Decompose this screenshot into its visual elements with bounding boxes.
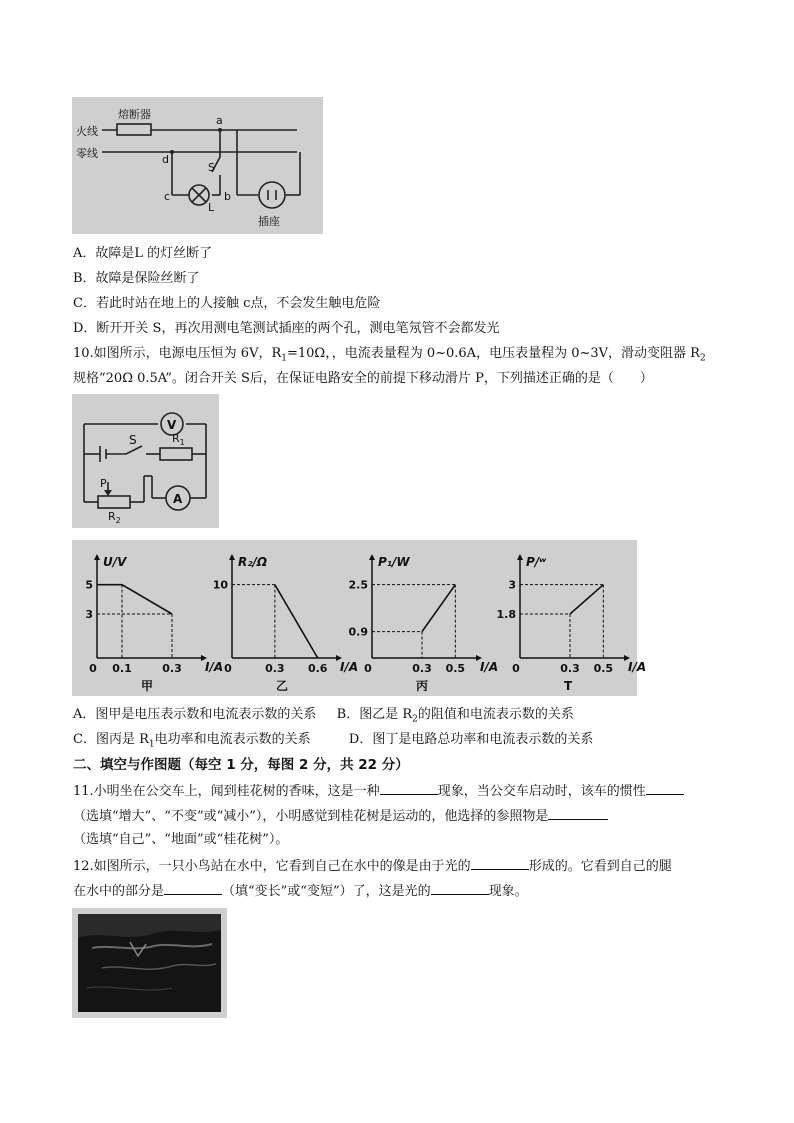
graph-caption: 乙 [276, 679, 289, 693]
y-tick-label: 3 [508, 578, 516, 592]
y-axis-label: P/ʷ [526, 555, 547, 569]
data-line [97, 585, 172, 614]
q11-line2: （选填“增大”、“不变”或“减小”），小明感觉到桂花树是运动的，他选择的参照物是 [73, 805, 608, 827]
q10-options-row1 [73, 705, 574, 730]
q11-blank-3[interactable] [548, 805, 608, 820]
x-axis-label: I/A [205, 660, 224, 674]
x-axis-label: I/A [340, 660, 359, 674]
q11-line3: （选填“自己”、“地面”或“桂花树”）。 [73, 832, 289, 847]
x-axis-label: I/A [480, 660, 499, 674]
x-tick-label: 0.6 [307, 662, 328, 675]
r2-label: $R_2$ [108, 510, 121, 525]
q10-option-c: C．图丙是 $R_1$电功率和电流表示数的关系 [73, 732, 311, 750]
x-tick-label: 0.5 [445, 662, 466, 675]
x-tick-label: 0 [224, 662, 232, 675]
switch-s-label: S [208, 161, 215, 174]
q11-line1: 11.小明坐在公交车上，闻到桂花树的香味，这是一种 现象，当公交车启动时，该车的惯性 [73, 780, 684, 802]
bird-in-water-photo [72, 908, 227, 1018]
y-axis-label: U/V [103, 555, 127, 569]
q10-stem-text-1: 10.如图所示，电源电压恒为 6V，R [73, 346, 282, 361]
q10-option-d: D．图丁是电路总功率和电流表示数的关系 [348, 732, 594, 747]
y-tick-label: 3 [85, 608, 93, 621]
ammeter-label: A [173, 492, 183, 506]
point-b-label: b [224, 190, 231, 203]
series-circuit-figure [72, 394, 219, 528]
y-axis-arrow-icon [369, 554, 375, 560]
x-tick-label: 0.3 [162, 662, 182, 675]
neutral-wire-label: 零线 [76, 147, 98, 160]
y-axis-label: P₁/W [378, 555, 410, 569]
r1-label: $R_1$ [172, 432, 185, 447]
r1-subscript: 1 [281, 353, 287, 364]
y-tick-label: 1.8 [496, 608, 516, 621]
y-tick-label: 10 [212, 578, 228, 592]
r2-subscript: 2 [699, 353, 706, 364]
y-axis-arrow-icon [94, 554, 100, 560]
q11-blank-1[interactable] [380, 780, 438, 795]
q9-option-b: B．故障是保险丝断了 [73, 271, 200, 286]
q12-blank-1[interactable] [471, 855, 529, 870]
x-tick-label: 0.3 [412, 662, 432, 675]
y-tick-label: 2.5 [348, 578, 368, 592]
voltmeter-label: V [167, 418, 177, 432]
q10-stem-text-2: =10Ω，，电流表量程为 0~0.6A，电压表量程为 0~3V，滑动变阻器 R [287, 346, 700, 361]
q9-option-a: A．故障是L 的灯丝断了 [73, 246, 213, 261]
point-a-label: a [216, 114, 223, 127]
graph-caption: T [564, 679, 573, 693]
x-tick-label: 0.5 [593, 662, 614, 675]
point-d-label: d [162, 153, 169, 166]
data-line [422, 585, 455, 632]
point-c-label: c [164, 190, 171, 203]
x-tick-label: 0.3 [560, 662, 580, 675]
q10-stem-line1 [73, 344, 706, 369]
y-axis-label: R₂/Ω [238, 555, 268, 569]
y-axis-arrow-icon [229, 554, 235, 560]
fuse-label: 熔断器 [118, 108, 151, 121]
q12-line1: 12.如图所示，一只小鸟站在水中，它看到自己在水中的像是由于光的 形成的。它看到自己的腿 [73, 855, 672, 877]
graphs-figure [72, 540, 647, 696]
x-tick-label: 0.1 [112, 662, 132, 675]
q12-line2: 在水中的部分是 （填“变长”或“变短”）了，这是光的 现象。 [73, 880, 528, 902]
data-line [275, 585, 318, 658]
q10-stem-line2: 规格“20Ω 0.5A”。闭合开关 S后，在保证电路安全的前提下移动滑片 P，下列描述正确的是（ ） [73, 371, 653, 386]
q10-option-b: B．图乙是 $R_2$的阻值和电流表示数的关系 [336, 707, 574, 725]
household-circuit-figure [72, 97, 323, 234]
socket-label: 插座 [258, 215, 280, 228]
lamp-label: L [208, 201, 215, 214]
x-tick-label: 0 [364, 662, 372, 675]
x-axis-label: I/A [628, 660, 647, 674]
x-tick-label: 0 [512, 662, 520, 675]
graph-caption: 甲 [141, 679, 154, 693]
switch-s-label-2: S [129, 433, 137, 447]
live-wire-label: 火线 [76, 125, 98, 138]
data-line [570, 585, 603, 614]
q10-option-a: A．图甲是电压表示数和电流表示数的关系 [73, 707, 317, 722]
y-tick-label: 5 [85, 578, 93, 592]
q9-option-d: D．断开开关 S，再次用测电笔测试插座的两个孔，测电笔氖管不会都发光 [73, 321, 500, 336]
q12-blank-3[interactable] [431, 880, 489, 895]
slider-p-label: P [100, 477, 107, 490]
section-2-heading: 二、填空与作图题（每空 1 分，每图 2 分，共 22 分） [73, 757, 409, 773]
graph-caption: 丙 [416, 679, 429, 693]
y-tick-label: 0.9 [348, 625, 368, 639]
q11-blank-2[interactable] [646, 780, 684, 795]
x-tick-label: 0.3 [265, 662, 285, 675]
x-tick-label: 0 [89, 662, 97, 675]
y-axis-arrow-icon [517, 554, 523, 560]
q12-blank-2[interactable] [164, 880, 222, 895]
q10-options-row2 [73, 730, 593, 755]
q9-option-c: C．若此时站在地上的人接触 c点，不会发生触电危险 [73, 296, 381, 311]
